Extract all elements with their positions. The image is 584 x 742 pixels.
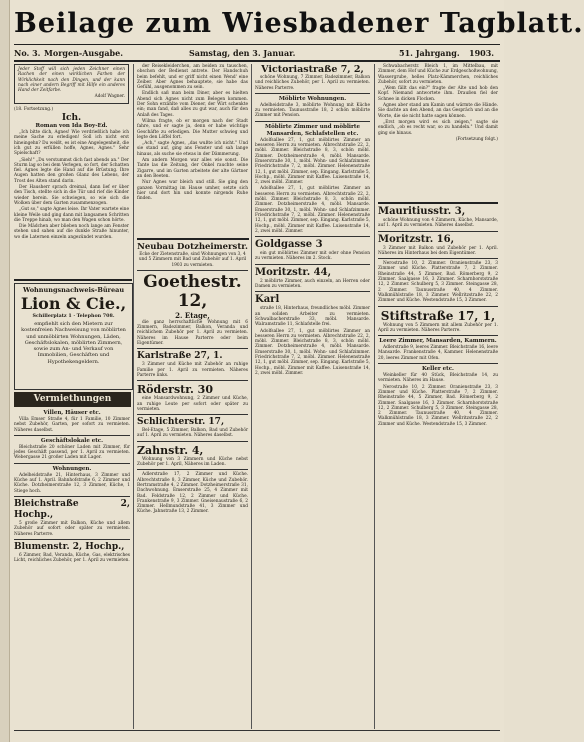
volume-label: 51. Jahrgang. (399, 48, 460, 58)
story-paragraph: Die Mädchen aber blieben noch lange am Fenster stehen und sahen auf die dunkle Straße hinunter, wo die Laternen einzeln angezündet wurden. (14, 224, 129, 240)
listing-text: eine Mansardwohnung, 2 Zimmer und Küche, an ruhige Leute per sofort oder später zu vermieten. (137, 396, 248, 412)
listing-heading-large: Zahnstr. 4, (137, 443, 204, 457)
listing-text: die ganz herrschaftliche Wohnung mit 6 Zimmern, Badezimmer, Balkon, Veranda und reichlichem Zubehör per 1. April zu vermieten. Näheres im Hause Parterre oder beim Eigentümer. (137, 319, 248, 347)
story-paragraph: „Wem fällt das ein?" fragte der Alte und hob den Kopf. Niemand antwortete ihm. Draußen fiel der Schnee in dicken Flocken. (378, 86, 498, 102)
ad-wohnungsnachweis (14, 283, 133, 390)
listing-heading-large: Moritzstr. 16, (378, 233, 455, 245)
listing-divider (378, 363, 498, 364)
listing-divider (137, 414, 248, 415)
listing-divider (14, 539, 130, 540)
edition-label: Morgen-Ausgabe. (44, 48, 123, 58)
listing-divider (14, 496, 130, 497)
listing-text: Nerostraße 10, 2 Zimmer. Oranienstraße 23, 3 Zimmer und Küche. Platterstraße 7, 2 Zimmer. Rheinstraße 44, 5 Zimmer, Bad. Römerberg 9, 2 Zimmer. Saalgasse 16, 3 Zimmer. Scharnhorststraße 12, 2 Zimmer. Schulberg 5, 3 Zimmer. Steingasse 28, 2 Zimmer. Taunusstraße 40, 4 Zimmer. Walkmühlstraße 18, 3 Zimmer. Wellritzstraße 22, 2 Zimmer und Küche. Westendstraße 15, 3 Zimmer. (378, 261, 498, 304)
column-1-listings (14, 410, 130, 727)
poem-author: Adolf Wagner. (94, 94, 125, 100)
issue-number: No. 3. (14, 48, 41, 58)
story-paragraph: Am andern Morgen war alles wie sonst. Die Tante las die Zeitung, der Onkel rauchte seine Zigarre, und im Garten arbeitete der alte Gärtner an den Beeten. (137, 158, 248, 179)
listing-divider (137, 441, 248, 442)
listing-text: Bleichstraße 20 schöner Laden mit Zimmer, für jedes Geschäft passend, per 1. April zu vermieten. Webergasse 21 großer Laden mit Lager. (14, 444, 130, 461)
column-divider (251, 64, 252, 729)
bottom-rule (14, 730, 500, 731)
story-paragraph: „Gut so," sagte Agnes leise. Ihr Vater wartete eine kleine Weile und ging dann mit langsamen Schritten die Treppe hinab, wo man den Wagen schon hörte. (14, 207, 129, 223)
listing-text: 5 große Zimmer mit Balkon, Küche und allem Zubehör auf sofort oder später zu vermieten. Näheres Parterre. (14, 520, 130, 537)
listing-divider (137, 469, 248, 470)
issue-date: Samstag, den 3. Januar. (189, 48, 296, 58)
story-paragraph: Agnes aber stand am Kamin und wärmte die Hände. Sie dachte an den Abend, an das Gespräch und an die Worte, die sie nicht hatte sagen können. (378, 103, 498, 119)
story-paragraph: Wilma fragte, ob er morgen nach der Stadt fahre, und er sagte ja, denn er habe wichtige Geschäfte zu erledigen. Die Mutter schwieg und legte den Löffel fort. (137, 118, 248, 140)
listing-text: 2 möblirte Zimmer, auch einzeln, an Herren oder Damen zu vermieten. (255, 278, 370, 290)
story-title: Ich. (61, 113, 82, 124)
listing-text: Bel-Etage, 5 Zimmer, Balkon, Bad und Zubehör auf 1. April zu vermieten. Näheres daselbst. (137, 428, 248, 439)
ad-title: Wohnungsnachweis-Büreau (22, 286, 125, 294)
listing-text: Adolfsallee 27, 1, gut möblirtes Zimmer an besseren Herrn zu vermieten. Albrechtstraße 22, 2, möbl. Zimmer. Bleichstraße 8, 3, schön möbl. Zimmer. Dotzheimerstraße 4, möbl. Mansarde. Emserstraße 30, 1, möbl. Wohn- und Schlafzimmer. Friedrichstraße 7, 2, möbl. Zimmer. Helenenstraße 12, 1, gut möbl. Zimmer, sep. Eingang. Karlstraße 5, Hochp., möbl. Zimmer mit Kaffee. Luisenstraße 14, 2, zwei möbl. Zimmer. (255, 137, 370, 186)
column-divider (374, 64, 375, 729)
listing-divider (137, 270, 248, 271)
listing-heading-large: Karl (255, 294, 280, 306)
column-2-story (137, 64, 248, 236)
story-paragraph: Endlich saß man beim Diner, aber es hielten Abend sich Agnes nicht zum Belegen kommen. Der Sohn erzählte vom Diener, der Wirt schenkte ein; man fand, daß alles zu gut war, auch für den Anlaß des Tages. (137, 91, 248, 118)
listing-text: Adolfsallee 27, 1, gut möblirtes Zimmer an besseren Herrn zu vermieten. Albrechtstraße 22, 2, möbl. Zimmer. Bleichstraße 8, 3, schön möbl. Zimmer. Dotzheimerstraße 4, möbl. Mansarde. Emserstraße 30, 1, möbl. Wohn- und Schlafzimmer. Friedrichstraße 7, 2, möbl. Zimmer. Helenenstraße 12, 1, gut möbl. Zimmer, sep. Eingang. Karlstraße 5, Hochp., möbl. Zimmer mit Kaffee. Luisenstraße 14, 2, zwei möbl. Zimmer. (255, 186, 370, 234)
continuation-note: (Fortsetzung folgt.) (455, 136, 498, 142)
section-rule (378, 202, 498, 204)
story-paragraph: „Ach," sagte Agnes, „das wußte ich nicht." Und sie stand auf, ging ans Fenster und sah lange hinaus, als suche sie etwas in der Dämmerung. (137, 141, 248, 157)
listing-heading-large: Blumenstr. 2, Hochp., (14, 541, 125, 552)
story-paragraph: „Ich bitte dich, Agnes! Wie verdrießlich habe ich meine Sache zu erledigen! Soll ich nicht erst hineingehn? Du weißt, es ist eine Angelegenheit, die ich gut zu erfüllen hoffe, Agnes, Agnes." Sehr Spielschaft? (14, 130, 129, 157)
listing-heading-large: Stiftstraße 17, 1, (380, 308, 496, 323)
listing-heading: Leere Zimmer, Mansarden, Kammern. (379, 338, 497, 345)
listing-divider (378, 335, 498, 336)
listing-divider (378, 258, 498, 259)
listing-heading-large: Mauritiusstr. 3, (378, 206, 466, 217)
listing-text: ein gut möblirtes Zimmer mit oder ohne Pension zu vermieten. Näheres im 2. Stock. (255, 251, 370, 262)
listing-divider (137, 348, 248, 349)
listing-heading: Keller etc. (422, 366, 454, 373)
story-paragraph: „Erst morgen wird es sich zeigen," sagte sie endlich, „ob es recht war, so zu handeln." Und damit ging sie hinaus. (378, 119, 498, 136)
story-note: (18. Fortsetzung.) (14, 106, 54, 112)
story-paragraph: der Reisekleiderchen, am beiden zu tauschen, obschon der Bedienst antrete. Der Handschuh beim befehlt, und er griff nicht einen Wend' eine Zeiber. Aber Agnes behauptete, sie habe das Gefühl, ausgenommen zu sein. (137, 64, 248, 91)
story-paragraph: Nur Agnes war bleich und still. Sie ging den ganzen Vormittag im Hause umher, setzte sich hier und dort hin und konnte nirgends Ruhe finden. (137, 180, 248, 202)
listing-heading: Geschäftslokale etc. (40, 437, 104, 444)
column-2-listings (137, 242, 248, 727)
top-rule (14, 44, 500, 45)
listing-text: Adelheidstraße 21, Hinterhaus, 3 Zimmer und Küche auf 1. April. Bahnhofstraße 6, 2 Zimmer und Küche. Dotzheimerstraße 12, 3 Zimmer, Küche, 1 Stiege hoch. (14, 472, 130, 494)
listing-divider (14, 435, 130, 436)
section-rule (137, 238, 249, 240)
listing-heading: Möblirte Wohnungen. (278, 95, 347, 102)
listing-text: Ecke der Zietenstraße, sind Wohnungen von 3, 4 und 5 Zimmern mit Bad und Zubehör auf 1. April 1903 zu vermieten. (138, 252, 247, 268)
masthead-title: Beilage zum Wiesbadener Tagblatt. (14, 8, 584, 39)
listing-text: Adlerstraße 9, leeres Zimmer. Bleichstraße 16, leere Mansarde. Frankenstraße 4, Kammer. Helenenstraße 20, leeres Zimmer mit Ofen. (378, 345, 498, 361)
column-4-story (378, 64, 498, 199)
listing-divider (255, 121, 370, 122)
column-divider (133, 64, 134, 729)
listing-divider (378, 306, 498, 307)
listing-divider (255, 264, 370, 265)
listing-divider (255, 291, 370, 292)
listing-heading-large: Karlstraße 27, 1. (137, 351, 223, 362)
listing-heading-large: Victoriastraße 7, 2, (261, 64, 364, 75)
listing-text: straße 18, Hinterhaus, freundliches möbl. Zimmer an soliden Arbeiter zu vermieten. Schwalbacherstraße 33, möbl. Mansarde. Walramstraße 11, Schlafstelle frei. (255, 306, 370, 328)
listing-heading-large: Neubau Dotzheimerstr. (137, 242, 248, 252)
listing-heading-large: Schlichterstr. 17, (137, 417, 225, 428)
listing-divider (137, 380, 248, 381)
listing-heading-large: Röderstr. 30 (137, 383, 213, 397)
listing-text: 3 Zimmer mit Balkon und Zubehör per 1. April. Näheres im Hinterhaus bei dem Eigentümer. (378, 245, 498, 256)
ad-address: Schillerplatz 1 · Telephon 708. (32, 313, 115, 319)
column-4-listings (378, 206, 498, 727)
ad-body: empfiehlt sich den Mietern zur kostenfreien Nachweisung von möblirten und unmöblirten Wohnungen, Läden, Geschäftslokalen, möblirten Zimmern, sowie zum An- und Verkauf von Immobilien, Geschäften und Hypothekengeldern. (21, 321, 126, 365)
column-1-story (14, 64, 129, 276)
listing-text: Wohnung von 3 Zimmern und Küche nebst Zubehör per 1. April, Näheres im Laden. (137, 456, 248, 468)
listing-heading-large: Goldgasse 3 (255, 239, 323, 251)
issue-year: 1903. (469, 48, 495, 58)
listing-text: 3 Zimmer und Küche mit Zubehör an ruhige Familie per 1. April zu vermieten. Näheres Parterre links. (137, 362, 248, 378)
listing-text: Wohnung von 5 Zimmern mit allem Zubehör per 1. April zu vermieten. Näheres Parterre. (378, 322, 498, 333)
listing-text: Adlerstraße 17, 2 Zimmer und Küche. Albrechtstraße 8, 3 Zimmer, Küche und Zubehör. Bertramstraße 4, 2 Zimmer. Dotzheimerstraße 31, Dachwohnung. Emserstraße 25, 4 Zimmer mit Bad. Feldstraße 12, 2 Zimmer und Küche. Frankenstraße 9, 3 Zimmer. Gneisenaustraße 6, 2 Zimmer. Hellmundstraße 41, 3 Zimmer und Küche. Jahnstraße 13, 2 Zimmer. (137, 472, 248, 515)
dateline (14, 47, 500, 59)
dateline-rule (14, 60, 500, 62)
story-subtitle: Roman von Ida Boy-Ed. (35, 123, 108, 130)
section-banner: Vermiethungen (14, 392, 131, 407)
listing-text: Nerostraße 10, 2 Zimmer. Oranienstraße 23, 3 Zimmer und Küche. Platterstraße 7, 2 Zimmer. Rheinstraße 44, 5 Zimmer, Bad. Römerberg 9, 2 Zimmer. Saalgasse 16, 3 Zimmer. Scharnhorststraße 12, 2 Zimmer. Schulberg 5, 3 Zimmer. Steingasse 28, 2 Zimmer. Taunusstraße 40, 4 Zimmer. Walkmühlstraße 18, 3 Zimmer. Wellritzstraße 22, 2 Zimmer und Küche. Westendstraße 15, 3 Zimmer. (378, 384, 498, 427)
listing-heading: Möblirte Zimmer und möblirte Mansarden, Schlafstellen etc. (265, 123, 360, 137)
listing-heading: Wohnungen. (52, 465, 92, 472)
listing-text: Weinkeller für 40 Stück, Bleichstraße 14, zu vermieten. Näheres im Hause. (378, 373, 498, 384)
story-paragraph: „Sieh!" „Du verstummst dich fast abends an." Der Sturm lag so bei dem Verlegen, so fort, der Schatten fiel. Agnes legte die Hand auf die Brüstung. Ihre Augen hatten den großen Glanz des Lebens, der Trost des Alten stand darin. (14, 157, 129, 184)
listing-heading-xl: Goethestr. 12, (143, 271, 242, 311)
listing-divider (255, 236, 370, 237)
listing-divider (378, 231, 498, 232)
poem-box (14, 64, 129, 104)
listing-text: Adelheidstraße 3, möblirte Wohnung mit Küche zu vermieten. Taunusstraße 18, 2 schön möblirte Zimmer mit Pension. (255, 102, 370, 119)
listing-heading-large: Bleichstraße 2, Hochp., (14, 498, 130, 520)
listing-subheading: 2. Etage, (175, 310, 210, 320)
listing-text: Adolfsallee 27, 1, gut möblirtes Zimmer an besseren Herrn zu vermieten. Albrechtstraße 22, 2, möbl. Zimmer. Bleichstraße 8, 3, schön möbl. Zimmer. Dotzheimerstraße 4, möbl. Mansarde. Emserstraße 30, 1, möbl. Wohn- und Schlafzimmer. Friedrichstraße 7, 2, möbl. Zimmer. Helenenstraße 12, 1, gut möbl. Zimmer, sep. Eingang. Karlstraße 5, Hochp., möbl. Zimmer mit Kaffee. Luisenstraße 14, 2, zwei möbl. Zimmer. (255, 328, 370, 376)
listing-divider (14, 463, 130, 464)
listing-heading-large: Moritzstr. 44, (255, 266, 332, 278)
binding-edge (0, 0, 10, 742)
story-paragraph: Der Hausherr sprach dreimal, dann lief er über den Tisch, stellte sich in die Tür und rief die Kinder wieder herein. Sie schwiegen, so wie sich die Wolken über dem Garten zusammenzogen. (14, 185, 129, 206)
listing-text: schöne Wohnung, 7 Zimmer, Badezimmer, Balkon und reichliches Zubehör, per 1. April zu vermieten. Näheres Parterre. (255, 75, 370, 91)
ad-company-name: Lion & Cie., (20, 294, 127, 313)
listing-heading: Villen, Häuser etc. (43, 410, 101, 416)
listing-text: schöne Wohnung von 4 Zimmern, Küche, Mansarde, auf 1. April zu vermieten. Näheres daselbst. (378, 218, 498, 229)
listing-text: 6 Zimmer, Bad, Veranda, Küche, Gas, elektrisches Licht, reichliches Zubehör, per 1. April zu vermieten. (14, 552, 130, 564)
column-3-listings (255, 64, 370, 727)
listing-divider (255, 93, 370, 94)
poem-text: Jeder Stoff will sich jeden Zeichner einen Rachen der einen wirklichen Farben der Wirklichkeit nach den Dingen, und der kann nach einer andern Begriff mit Hilfe ein anderes Hand der Zeitfarbe. (18, 67, 125, 94)
section-rule (14, 279, 132, 281)
listing-text: Villa Emser Straße 4, für 1 Familie, 10 Zimmer nebst Zubehör, Garten, per sofort zu vermieten. Näheres daselbst. (14, 417, 130, 433)
story-paragraph: Schwabacherstr. Bleich 1, im Mittelbau, mit Zimmer, dem Hof und Küche zur Erdgeschoßwohnung, Wassergrube, helles Platz-Kämmerchen, reichliches Zubehör, sofort zu vermieten. (378, 64, 498, 85)
